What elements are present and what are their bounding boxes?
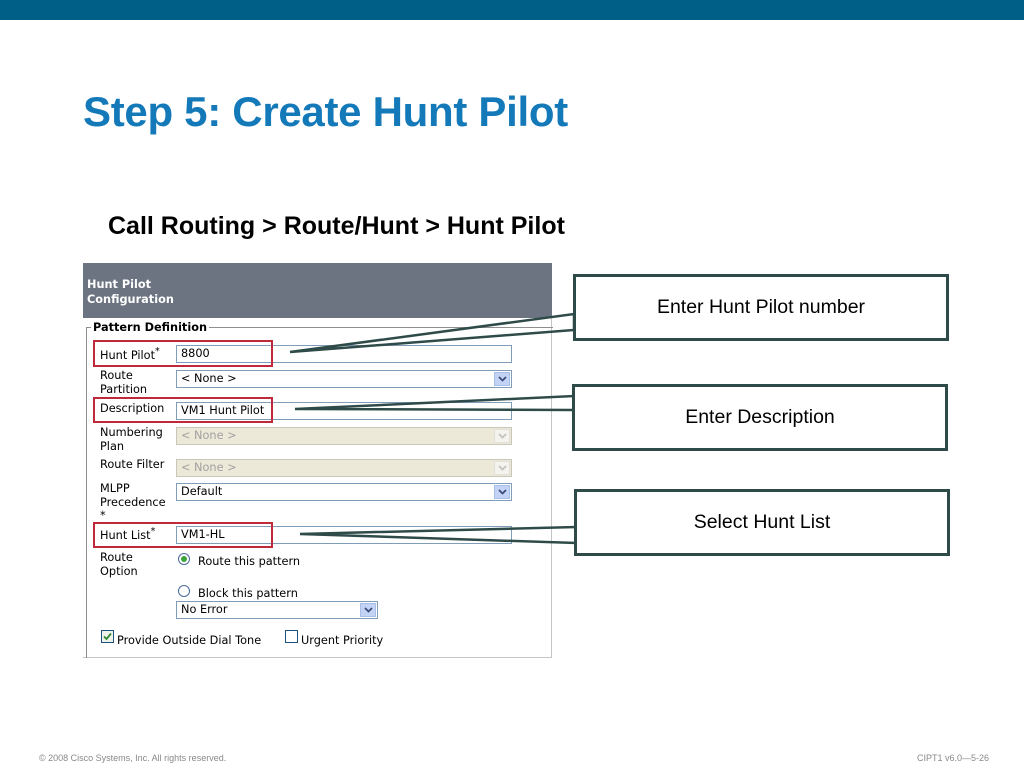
chevron-down-icon	[494, 429, 510, 443]
section-title: Pattern Definition	[93, 321, 208, 334]
chevron-down-icon[interactable]	[494, 372, 510, 386]
hunt-pilot-config-screenshot	[83, 263, 552, 658]
hunt-pilot-label: Hunt Pilot*	[100, 346, 160, 362]
required-mark: *	[150, 526, 156, 537]
hunt-pilot-input[interactable]: 8800	[176, 345, 512, 363]
chevron-down-icon[interactable]	[360, 603, 376, 617]
required-mark: *	[155, 346, 160, 357]
mlpp-precedence-select[interactable]: Default	[176, 483, 512, 501]
description-highlight	[93, 397, 273, 423]
numbering-plan-label: Numbering Plan	[100, 426, 163, 453]
config-header	[83, 263, 552, 318]
checkmark-icon	[102, 631, 113, 642]
route-filter-select: < None >	[176, 459, 512, 477]
breadcrumb: Call Routing > Route/Hunt > Hunt Pilot	[108, 212, 565, 240]
block-reason-select[interactable]: No Error	[176, 601, 378, 619]
callout-hunt-list: Select Hunt List	[574, 489, 950, 556]
urgent-priority-checkbox[interactable]	[285, 630, 298, 643]
hunt-pilot-highlight	[93, 340, 273, 367]
numbering-plan-select: < None >	[176, 427, 512, 445]
hunt-list-label: Hunt List*	[100, 526, 156, 542]
callout-description: Enter Description	[572, 384, 948, 451]
outside-dial-tone-checkbox[interactable]	[101, 630, 114, 643]
urgent-priority-label: Urgent Priority	[301, 634, 384, 647]
pattern-definition-section	[86, 321, 553, 658]
callout-pilot-number: Enter Hunt Pilot number	[573, 274, 949, 341]
outside-dial-tone-label: Provide Outside Dial Tone	[117, 634, 262, 647]
route-filter-label: Route Filter	[100, 458, 165, 471]
footer-slide-code: CIPT1 v6.0—5-26	[916, 753, 989, 763]
chevron-down-icon[interactable]	[494, 485, 510, 499]
route-option-label: Route Option	[100, 551, 138, 578]
top-banner	[0, 0, 1024, 20]
route-pattern-label: Route this pattern	[198, 555, 301, 568]
route-pattern-radio[interactable]	[178, 553, 190, 565]
block-pattern-label: Block this pattern	[198, 587, 298, 600]
block-pattern-radio[interactable]	[178, 585, 190, 597]
footer-copyright: © 2008 Cisco Systems, Inc. All rights reserved.	[39, 753, 227, 763]
description-label: Description	[100, 402, 165, 415]
route-partition-select[interactable]: < None >	[176, 370, 512, 388]
slide-title: Step 5: Create Hunt Pilot	[83, 88, 568, 135]
config-header-line2: Configuration	[87, 293, 174, 306]
required-mark: *	[100, 509, 106, 522]
mlpp-precedence-label: MLPP Precedence *	[100, 482, 166, 522]
route-partition-label: Route Partition	[100, 369, 148, 396]
description-input[interactable]: VM1 Hunt Pilot	[176, 402, 512, 420]
hunt-list-select[interactable]: VM1-HL	[176, 526, 512, 544]
config-header-line1: Hunt Pilot	[87, 278, 152, 291]
hunt-list-highlight	[93, 522, 273, 548]
chevron-down-icon	[494, 461, 510, 475]
